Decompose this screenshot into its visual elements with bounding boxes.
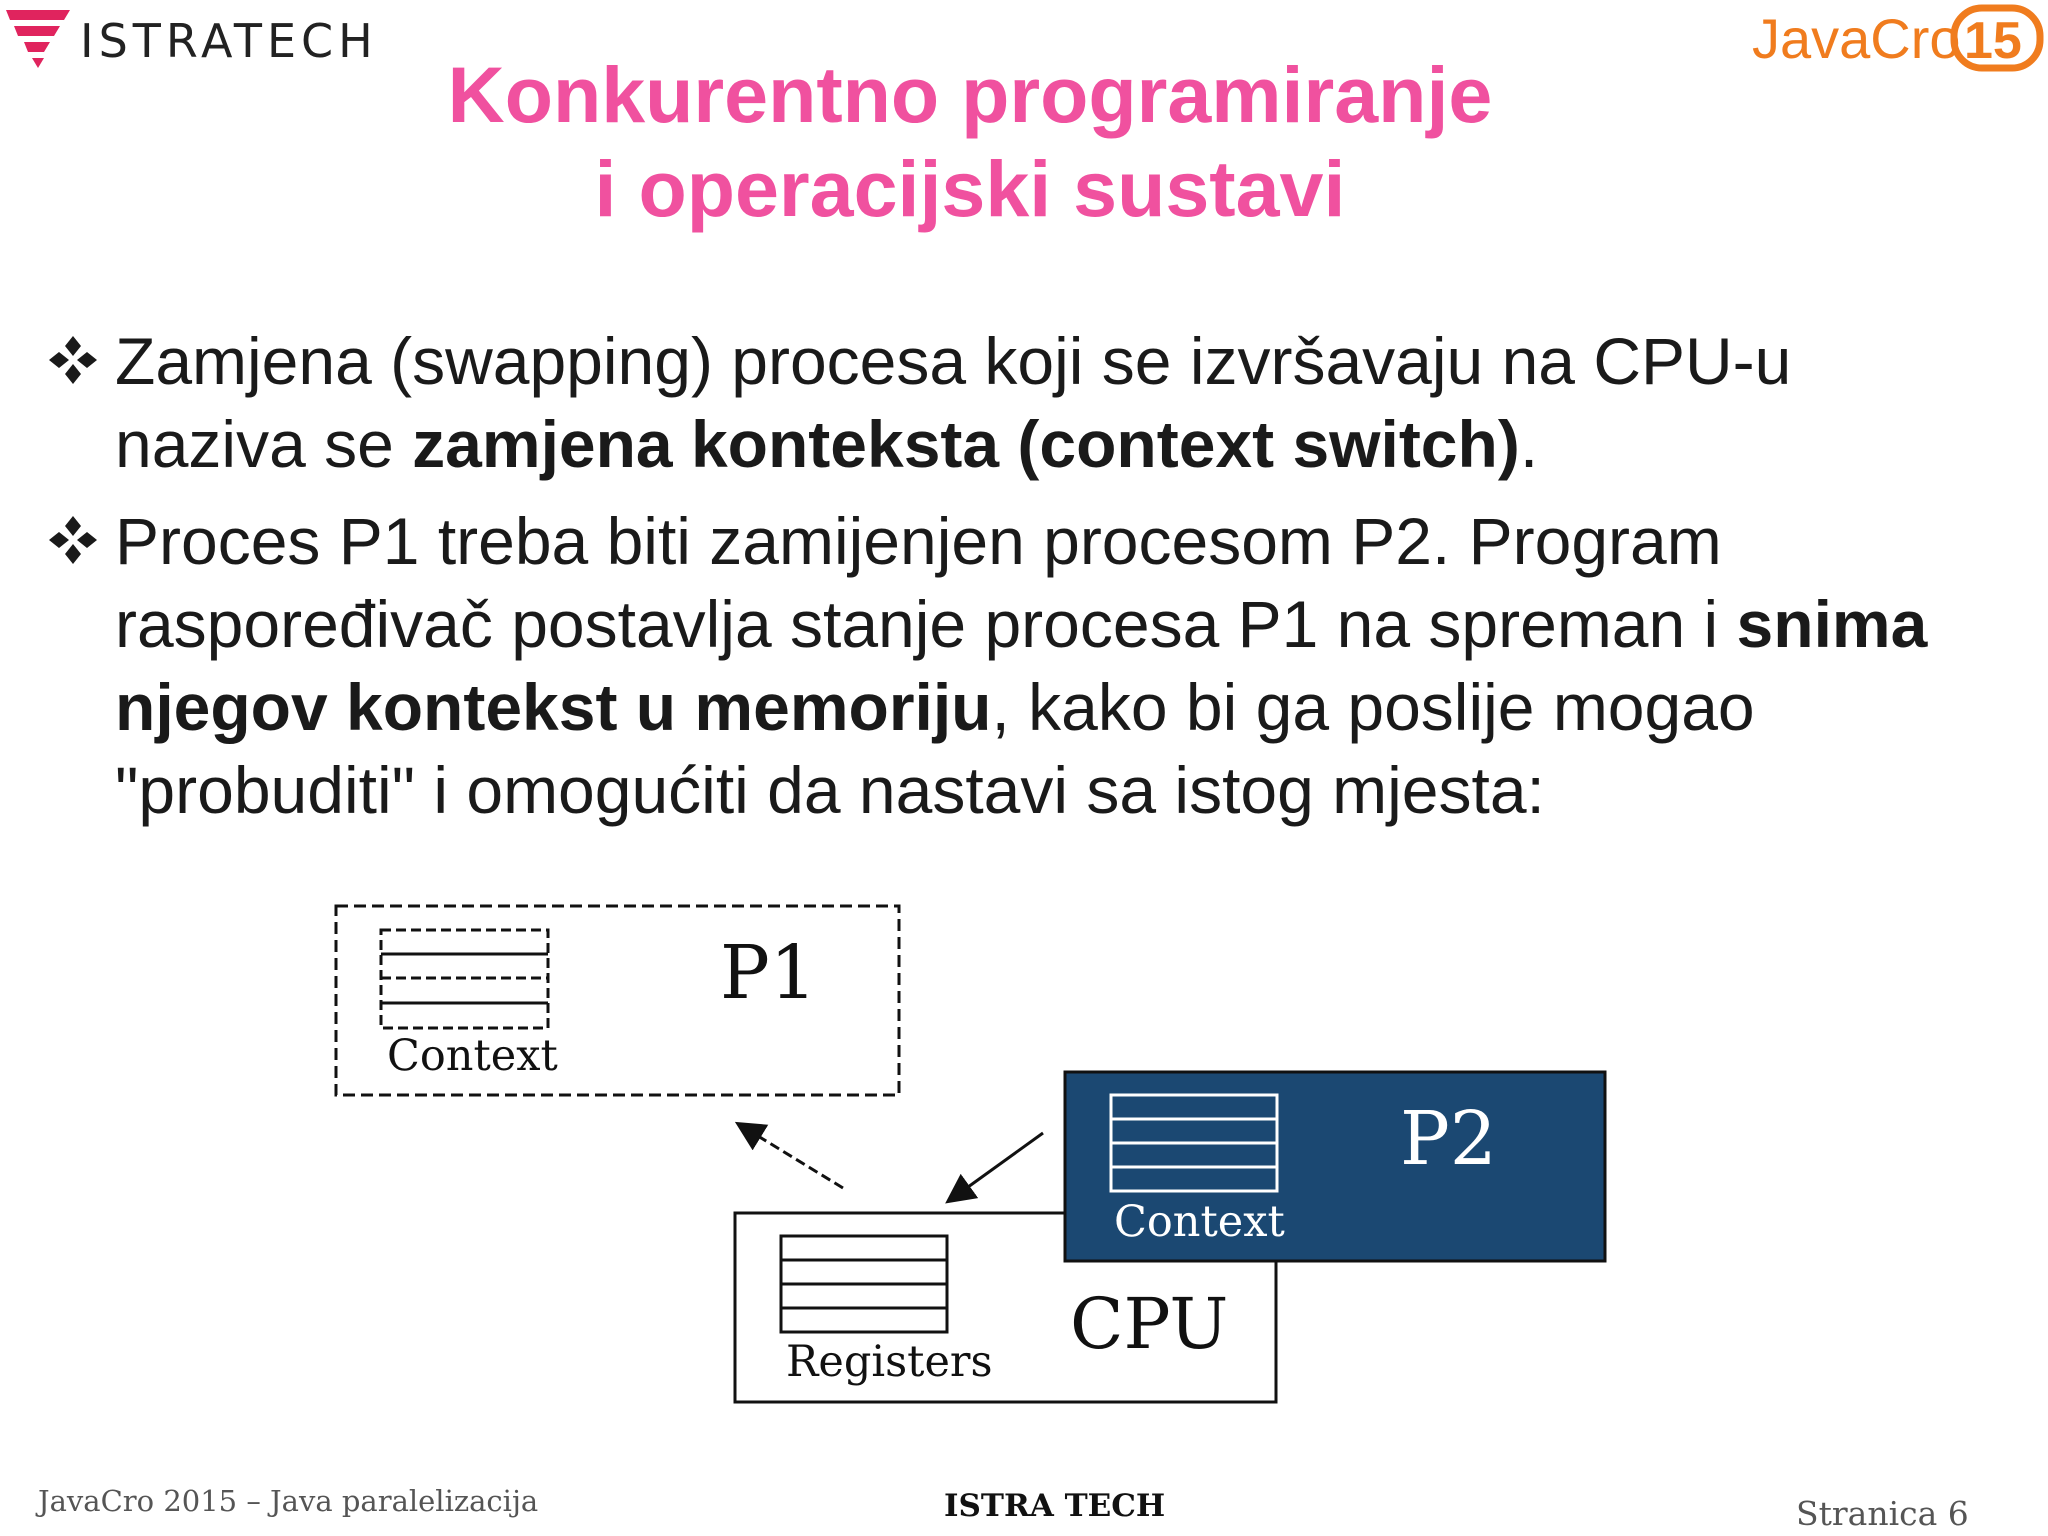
p1-context-label: Context bbox=[387, 1031, 558, 1081]
bullet-2-line1: Proces P1 treba biti zamijenjen procesom P2. Program bbox=[115, 504, 1722, 578]
slide-title-line1: Konkurentno programiranje bbox=[447, 50, 1493, 139]
bullet-1-line2-prefix: naziva se bbox=[115, 407, 413, 481]
process-p1-box bbox=[336, 906, 899, 1095]
footer-company: ISTRA TECH bbox=[944, 1488, 1166, 1524]
load-context-arrow bbox=[950, 1133, 1043, 1200]
javacro-logo-badge: 15 bbox=[1964, 12, 2022, 70]
bullet-2-line4: "probuditi" i omogućiti da nastavi sa istog mjesta: bbox=[115, 753, 1545, 827]
slide-title bbox=[300, 48, 1640, 236]
p2-context-label: Context bbox=[1114, 1197, 1285, 1247]
bullet-2-line3 bbox=[115, 666, 1927, 749]
slide-title-line2: i operacijski sustavi bbox=[594, 144, 1346, 233]
istratech-wordmark: ISTRATECH bbox=[80, 14, 378, 68]
cpu-registers-label: Registers bbox=[786, 1337, 993, 1387]
bullet-2-text bbox=[115, 500, 1927, 832]
cpu-label: CPU bbox=[1070, 1283, 1229, 1365]
bullet-1-line2 bbox=[115, 403, 1791, 486]
context-switch-diagram bbox=[0, 880, 2048, 1440]
javacro-logo-text: JavaCro bbox=[1752, 7, 1961, 70]
javacro-logo bbox=[1748, 0, 2048, 76]
four-diamond-bullet-icon bbox=[45, 512, 101, 568]
bullet-2-line2 bbox=[115, 583, 1927, 666]
p1-label: P1 bbox=[720, 930, 817, 1016]
save-context-arrow bbox=[740, 1125, 843, 1188]
bullet-1-emphasis: zamjena konteksta (context switch) bbox=[412, 407, 1520, 481]
bullet-1-text bbox=[115, 320, 1791, 486]
bullet-2-line3-suffix: , kako bi ga poslije mogao bbox=[991, 670, 1755, 744]
process-p2-box bbox=[1065, 1072, 1605, 1261]
footer-page-number: Stranica 6 bbox=[1796, 1494, 1969, 1533]
footer-presentation-title: JavaCro 2015 – Java paralelizacija bbox=[38, 1484, 539, 1518]
bullet-2-line2-prefix: raspoređivač postavlja stanje procesa P1 na spreman i bbox=[115, 587, 1737, 661]
bullet-2-emphasis-a: snima bbox=[1736, 587, 1928, 661]
bullet-1-line2-suffix: . bbox=[1519, 407, 1539, 481]
p1-context-table bbox=[381, 930, 548, 1028]
bullet-1-line1: Zamjena (swapping) procesa koji se izvršavaju na CPU-u bbox=[115, 324, 1792, 398]
four-diamond-bullet-icon bbox=[45, 332, 101, 388]
bullet-2-emphasis-b: njegov kontekst u memoriju bbox=[115, 670, 992, 744]
p2-label: P2 bbox=[1400, 1096, 1497, 1182]
